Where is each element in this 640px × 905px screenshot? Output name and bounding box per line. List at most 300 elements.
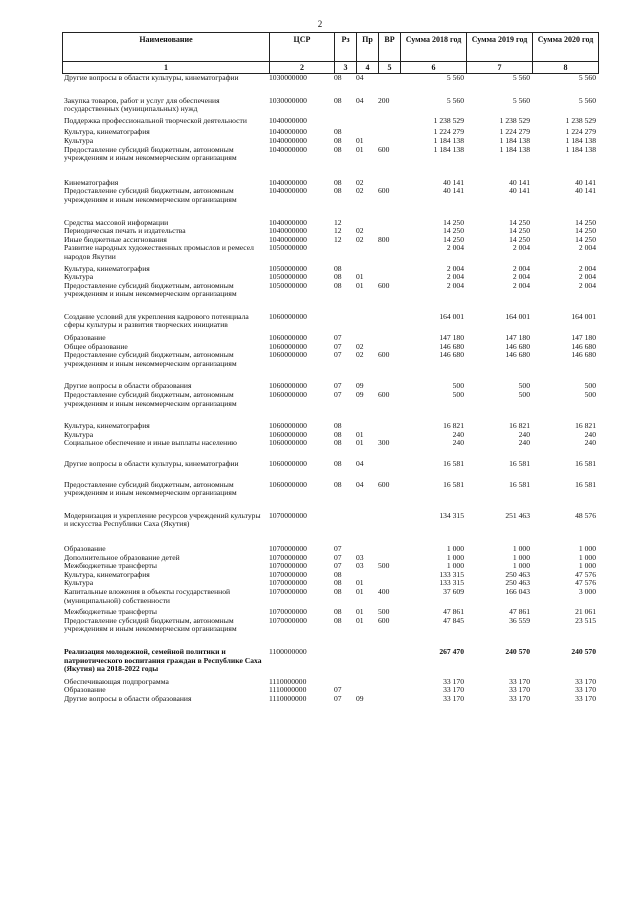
row-sum-2019: 16 821 bbox=[509, 421, 530, 431]
row-rz: 08 bbox=[334, 438, 342, 448]
row-sum-2018: 14 250 bbox=[443, 234, 464, 244]
row-sum-2020: 48 576 bbox=[575, 510, 596, 520]
row-vr: 600 bbox=[378, 479, 390, 489]
row-sum-2018: 2 004 bbox=[446, 280, 464, 290]
column-number: 3 bbox=[335, 62, 357, 74]
header-sum-2020: Сумма 2020 год bbox=[533, 33, 599, 62]
row-vr: 600 bbox=[378, 280, 390, 290]
row-csr: 1040000000 bbox=[269, 226, 307, 236]
row-vr: 600 bbox=[378, 350, 390, 360]
row-csr: 1070000000 bbox=[269, 569, 307, 579]
row-sum-2019: 47 861 bbox=[509, 607, 530, 617]
row-vr bbox=[378, 686, 400, 695]
table-row bbox=[62, 588, 598, 605]
row-rz: 08 bbox=[334, 479, 342, 489]
table-row bbox=[62, 97, 598, 114]
row-sum-2020: 5 560 bbox=[578, 95, 596, 105]
row-sum-2018: 33 170 bbox=[443, 685, 464, 695]
row-csr: 1040000000 bbox=[269, 127, 307, 137]
row-sum-2019: 1 000 bbox=[512, 552, 530, 562]
row-sum-2020: 1 224 279 bbox=[565, 127, 596, 137]
row-vr bbox=[378, 648, 400, 674]
row-rz: 08 bbox=[334, 280, 342, 290]
row-name: Капитальные вложения в объекты государственной (муниципальной) собственности bbox=[64, 586, 231, 605]
row-sum-2018: 33 170 bbox=[443, 693, 464, 703]
column-number: 6 bbox=[401, 62, 467, 74]
row-name: Культура bbox=[64, 135, 94, 145]
row-sum-2020: 16 821 bbox=[575, 421, 596, 431]
row-vr bbox=[378, 460, 400, 469]
row-spacer bbox=[62, 83, 598, 97]
row-csr: 1030000000 bbox=[269, 95, 307, 105]
row-name: Межбюджетные трансферты bbox=[64, 561, 157, 571]
table-row bbox=[62, 313, 598, 330]
row-pr: 01 bbox=[356, 607, 364, 617]
row-rz bbox=[334, 244, 356, 261]
row-sum-2020: 40 141 bbox=[575, 186, 596, 196]
row-sum-2018: 5 560 bbox=[446, 73, 464, 82]
row-rz: 08 bbox=[334, 73, 342, 82]
row-rz bbox=[334, 512, 356, 529]
row-vr bbox=[378, 244, 400, 261]
row-name: Другие вопросы в области культуры, кинематографии bbox=[64, 73, 239, 82]
row-sum-2018: 5 560 bbox=[446, 95, 464, 105]
table-row bbox=[62, 512, 598, 529]
row-pr bbox=[356, 244, 378, 261]
row-sum-2018: 16 581 bbox=[443, 459, 464, 468]
row-rz bbox=[334, 117, 356, 126]
row-pr: 01 bbox=[356, 438, 364, 448]
row-sum-2018: 40 141 bbox=[443, 186, 464, 196]
row-sum-2018: 1 184 138 bbox=[433, 135, 464, 145]
row-sum-2019: 164 001 bbox=[505, 311, 530, 321]
row-sum-2020: 40 141 bbox=[575, 177, 596, 187]
row-sum-2020: 33 170 bbox=[575, 676, 596, 686]
row-pr: 02 bbox=[356, 341, 364, 351]
row-sum-2018: 33 170 bbox=[443, 676, 464, 686]
row-sum-2019: 5 560 bbox=[512, 95, 530, 105]
row-pr: 09 bbox=[356, 693, 364, 703]
row-sum-2020: 1 000 bbox=[578, 561, 596, 571]
row-sum-2020: 23 515 bbox=[575, 615, 596, 625]
row-pr: 04 bbox=[356, 95, 364, 105]
row-sum-2019: 40 141 bbox=[509, 177, 530, 187]
row-sum-2020: 500 bbox=[584, 381, 596, 391]
row-spacer bbox=[62, 299, 598, 313]
row-sum-2018: 1 238 529 bbox=[433, 115, 464, 125]
row-vr bbox=[378, 678, 400, 687]
row-csr: 1100000000 bbox=[269, 646, 307, 656]
row-csr: 1060000000 bbox=[269, 311, 307, 321]
row-rz: 08 bbox=[334, 586, 342, 596]
table-row bbox=[62, 74, 598, 83]
row-sum-2020: 14 250 bbox=[575, 226, 596, 236]
row-sum-2018: 146 680 bbox=[439, 350, 464, 360]
row-rz: 08 bbox=[334, 144, 342, 154]
table-row bbox=[62, 460, 598, 469]
row-name: Средства массовой информации bbox=[64, 217, 169, 227]
row-rz bbox=[334, 648, 356, 674]
row-sum-2019: 250 463 bbox=[505, 578, 530, 588]
row-pr bbox=[356, 512, 378, 529]
row-name: Образование bbox=[64, 685, 106, 695]
table-row bbox=[62, 439, 598, 448]
row-spacer bbox=[62, 529, 598, 545]
row-rz: 08 bbox=[334, 459, 342, 468]
row-rz: 07 bbox=[334, 685, 342, 695]
row-name: Культура bbox=[64, 272, 94, 282]
row-rz: 08 bbox=[334, 578, 342, 588]
row-name: Кинематография bbox=[64, 177, 119, 187]
row-csr: 1060000000 bbox=[269, 390, 307, 400]
table-row bbox=[62, 695, 598, 704]
page-number: 2 bbox=[317, 19, 323, 29]
row-pr: 09 bbox=[356, 381, 364, 391]
row-vr bbox=[378, 571, 400, 580]
row-sum-2018: 2 004 bbox=[446, 272, 464, 282]
row-csr: 1040000000 bbox=[269, 177, 307, 187]
row-csr: 1070000000 bbox=[269, 578, 307, 588]
column-number: 7 bbox=[467, 62, 533, 74]
row-rz: 12 bbox=[334, 217, 342, 227]
row-rz: 08 bbox=[334, 421, 342, 431]
row-vr bbox=[378, 545, 400, 554]
row-sum-2020: 16 581 bbox=[575, 459, 596, 468]
row-csr: 1040000000 bbox=[269, 115, 307, 125]
row-csr: 1040000000 bbox=[269, 135, 307, 145]
row-sum-2019: 240 570 bbox=[505, 646, 530, 656]
row-rz: 08 bbox=[334, 177, 342, 187]
row-sum-2020: 2 004 bbox=[578, 243, 596, 253]
table-row bbox=[62, 187, 598, 204]
row-sum-2019: 251 463 bbox=[505, 510, 530, 520]
row-sum-2020: 164 001 bbox=[571, 311, 596, 321]
row-sum-2020: 146 680 bbox=[571, 350, 596, 360]
row-rz: 08 bbox=[334, 186, 342, 196]
row-csr: 1060000000 bbox=[269, 429, 307, 439]
column-number: 2 bbox=[270, 62, 335, 74]
row-sum-2019: 33 170 bbox=[509, 676, 530, 686]
row-sum-2020: 240 bbox=[584, 438, 596, 448]
row-sum-2019: 5 560 bbox=[512, 73, 530, 82]
table-row bbox=[62, 146, 598, 163]
row-pr: 02 bbox=[356, 177, 364, 187]
row-pr bbox=[356, 648, 378, 674]
row-sum-2020: 14 250 bbox=[575, 234, 596, 244]
row-sum-2019: 500 bbox=[518, 390, 530, 400]
row-csr: 1060000000 bbox=[269, 350, 307, 360]
table-header bbox=[62, 32, 599, 74]
row-rz: 08 bbox=[334, 272, 342, 282]
row-pr bbox=[356, 313, 378, 330]
row-sum-2018: 14 250 bbox=[443, 226, 464, 236]
row-sum-2018: 47 845 bbox=[443, 615, 464, 625]
row-sum-2018: 133 315 bbox=[439, 569, 464, 579]
row-sum-2019: 146 680 bbox=[505, 350, 530, 360]
row-pr: 03 bbox=[356, 552, 364, 562]
row-sum-2020: 2 004 bbox=[578, 263, 596, 273]
row-sum-2020: 1 238 529 bbox=[565, 115, 596, 125]
row-csr: 1110000000 bbox=[269, 685, 307, 695]
row-sum-2020: 500 bbox=[584, 390, 596, 400]
row-sum-2018: 16 821 bbox=[443, 421, 464, 431]
row-name: Культура, кинематография bbox=[64, 421, 150, 431]
header-vr: ВР bbox=[379, 33, 401, 62]
row-sum-2020: 1 000 bbox=[578, 543, 596, 553]
row-pr: 09 bbox=[356, 390, 364, 400]
row-name: Другие вопросы в области образования bbox=[64, 693, 192, 703]
row-sum-2018: 1 000 bbox=[446, 543, 464, 553]
row-spacer bbox=[62, 163, 598, 179]
row-name: Социальное обеспечение и иные выплаты населению bbox=[64, 438, 237, 448]
row-vr bbox=[378, 128, 400, 137]
row-sum-2019: 14 250 bbox=[509, 234, 530, 244]
table-body bbox=[62, 74, 598, 703]
row-vr bbox=[378, 334, 400, 343]
row-sum-2018: 37 609 bbox=[443, 586, 464, 596]
row-sum-2020: 240 570 bbox=[571, 646, 596, 656]
row-sum-2018: 146 680 bbox=[439, 341, 464, 351]
row-rz: 07 bbox=[334, 381, 342, 391]
row-rz: 07 bbox=[334, 333, 342, 343]
row-sum-2020: 240 bbox=[584, 429, 596, 439]
row-csr: 1040000000 bbox=[269, 144, 307, 154]
row-name: Предоставление субсидий бюджетным, автономным учреждениям и иным некоммерческим организациям bbox=[64, 280, 237, 299]
row-sum-2018: 1 224 279 bbox=[433, 127, 464, 137]
row-vr: 600 bbox=[378, 144, 390, 154]
row-name: Модернизация и укрепление ресурсов учреждений культуры и искусства Республики Саха (Якутия) bbox=[64, 510, 261, 529]
row-sum-2020: 5 560 bbox=[578, 73, 596, 82]
row-csr: 1040000000 bbox=[269, 186, 307, 196]
row-rz: 08 bbox=[334, 135, 342, 145]
row-pr: 04 bbox=[356, 73, 364, 82]
row-sum-2019: 250 463 bbox=[505, 569, 530, 579]
row-sum-2018: 240 bbox=[452, 438, 464, 448]
row-csr: 1070000000 bbox=[269, 561, 307, 571]
row-csr: 1060000000 bbox=[269, 341, 307, 351]
row-spacer bbox=[62, 368, 598, 382]
row-pr: 02 bbox=[356, 350, 364, 360]
row-name: Реализация молодежной, семейной политики и патриотического воспитания граждан в Республике Саха (Якутия) на 2018-2022 годы bbox=[64, 646, 262, 674]
row-name: Другие вопросы в области образования bbox=[64, 381, 192, 391]
row-sum-2020: 147 180 bbox=[571, 333, 596, 343]
row-name: Предоставление субсидий бюджетным, автономным учреждениям и иным некоммерческим организациям bbox=[64, 615, 237, 634]
row-sum-2019: 36 559 bbox=[509, 615, 530, 625]
row-rz: 08 bbox=[334, 263, 342, 273]
row-name: Предоставление субсидий бюджетным, автономным учреждениям и иным некоммерческим организациям bbox=[64, 144, 237, 163]
header-csr: ЦСР bbox=[270, 33, 335, 62]
row-name: Общее образование bbox=[64, 341, 128, 351]
row-vr bbox=[378, 265, 400, 274]
row-spacer bbox=[62, 205, 598, 219]
row-name: Периодическая печать и издательства bbox=[64, 226, 186, 236]
row-vr: 300 bbox=[378, 438, 390, 448]
table-row bbox=[62, 391, 598, 408]
row-sum-2019: 16 581 bbox=[509, 479, 530, 489]
row-vr: 500 bbox=[378, 561, 390, 571]
row-pr: 01 bbox=[356, 615, 364, 625]
row-csr: 1030000000 bbox=[269, 73, 307, 82]
row-name: Культура bbox=[64, 578, 94, 588]
row-pr: 01 bbox=[356, 586, 364, 596]
table-row bbox=[62, 422, 598, 431]
row-sum-2018: 240 bbox=[452, 429, 464, 439]
row-rz: 07 bbox=[334, 552, 342, 562]
row-vr: 400 bbox=[378, 586, 390, 596]
row-sum-2020: 1 000 bbox=[578, 552, 596, 562]
row-name: Предоставление субсидий бюджетным, автономным учреждениям и иным некоммерческим организациям bbox=[64, 186, 237, 204]
table-row bbox=[62, 282, 598, 299]
row-csr: 1060000000 bbox=[269, 479, 307, 489]
row-sum-2019: 14 250 bbox=[509, 217, 530, 227]
row-sum-2018: 1 184 138 bbox=[433, 144, 464, 154]
row-name: Культура, кинематография bbox=[64, 263, 150, 273]
header-sum-2019: Сумма 2019 год bbox=[467, 33, 533, 62]
row-spacer bbox=[62, 634, 598, 648]
row-rz: 08 bbox=[334, 429, 342, 439]
row-pr bbox=[356, 678, 378, 687]
row-sum-2020: 2 004 bbox=[578, 272, 596, 282]
header-sum-2018: Сумма 2018 год bbox=[401, 33, 467, 62]
row-sum-2018: 500 bbox=[452, 390, 464, 400]
row-rz: 07 bbox=[334, 693, 342, 703]
row-rz: 08 bbox=[334, 569, 342, 579]
row-name: Культура, кинематография bbox=[64, 569, 150, 579]
table-row bbox=[62, 617, 598, 634]
row-name: Развитие народных художественных промыслов и ремесел народов Якутии bbox=[64, 243, 254, 261]
row-pr: 02 bbox=[356, 186, 364, 196]
row-sum-2020: 16 581 bbox=[575, 479, 596, 489]
row-pr: 01 bbox=[356, 429, 364, 439]
header-rz: Рз bbox=[335, 33, 357, 62]
column-number: 4 bbox=[357, 62, 379, 74]
row-vr: 800 bbox=[378, 234, 390, 244]
row-vr bbox=[378, 219, 400, 228]
row-sum-2018: 40 141 bbox=[443, 177, 464, 187]
row-csr: 1070000000 bbox=[269, 607, 307, 617]
row-sum-2019: 1 000 bbox=[512, 543, 530, 553]
row-vr bbox=[378, 695, 400, 704]
row-rz: 08 bbox=[334, 615, 342, 625]
row-sum-2019: 166 043 bbox=[505, 586, 530, 596]
row-sum-2018: 2 004 bbox=[446, 243, 464, 253]
row-pr: 01 bbox=[356, 272, 364, 282]
table-row bbox=[62, 481, 598, 498]
row-pr: 02 bbox=[356, 226, 364, 236]
header-name: Наименование bbox=[63, 33, 270, 62]
row-sum-2019: 240 bbox=[518, 438, 530, 448]
row-name: Другие вопросы в области культуры, кинематографии bbox=[64, 459, 239, 468]
row-rz: 07 bbox=[334, 350, 342, 360]
row-sum-2018: 134 315 bbox=[439, 510, 464, 520]
row-name: Поддержка профессиональной творческой деятельности bbox=[64, 115, 247, 125]
row-vr: 600 bbox=[378, 186, 390, 196]
row-sum-2018: 147 180 bbox=[439, 333, 464, 343]
column-number: 5 bbox=[379, 62, 401, 74]
table-row bbox=[62, 117, 598, 126]
row-sum-2019: 1 238 529 bbox=[499, 115, 530, 125]
row-sum-2018: 47 861 bbox=[443, 607, 464, 617]
row-sum-2020: 1 184 138 bbox=[565, 144, 596, 154]
row-sum-2020: 1 184 138 bbox=[565, 135, 596, 145]
row-csr: 1070000000 bbox=[269, 543, 307, 553]
row-sum-2020: 3 000 bbox=[578, 586, 596, 596]
row-csr: 1070000000 bbox=[269, 586, 307, 596]
row-rz bbox=[334, 313, 356, 330]
row-rz: 07 bbox=[334, 341, 342, 351]
row-csr: 1070000000 bbox=[269, 615, 307, 625]
row-rz: 08 bbox=[334, 127, 342, 137]
row-name: Создание условий для укрепления кадрового потенциала сферы культуры и развития творческих инициатив bbox=[64, 311, 249, 330]
row-sum-2019: 1 184 138 bbox=[499, 135, 530, 145]
row-vr: 600 bbox=[378, 615, 390, 625]
row-csr: 1060000000 bbox=[269, 459, 307, 468]
row-pr: 01 bbox=[356, 280, 364, 290]
row-sum-2019: 146 680 bbox=[505, 341, 530, 351]
row-csr: 1070000000 bbox=[269, 552, 307, 562]
row-sum-2018: 16 581 bbox=[443, 479, 464, 489]
row-name: Культура, кинематография bbox=[64, 127, 150, 137]
row-csr: 1060000000 bbox=[269, 438, 307, 448]
row-vr bbox=[378, 313, 400, 330]
row-sum-2018: 14 250 bbox=[443, 217, 464, 227]
row-spacer bbox=[62, 408, 598, 422]
row-pr bbox=[356, 117, 378, 126]
row-csr: 1060000000 bbox=[269, 333, 307, 343]
row-csr: 1050000000 bbox=[269, 280, 307, 290]
budget-table bbox=[62, 32, 598, 703]
row-sum-2019: 33 170 bbox=[509, 693, 530, 703]
row-csr: 1050000000 bbox=[269, 263, 307, 273]
table-row bbox=[62, 244, 598, 261]
row-rz: 12 bbox=[334, 234, 342, 244]
row-spacer bbox=[62, 469, 598, 481]
row-csr: 1050000000 bbox=[269, 243, 307, 253]
column-number: 1 bbox=[63, 62, 270, 74]
row-name: Культура bbox=[64, 429, 94, 439]
row-sum-2018: 164 001 bbox=[439, 311, 464, 321]
row-vr bbox=[378, 117, 400, 126]
row-sum-2019: 2 004 bbox=[512, 272, 530, 282]
row-vr bbox=[378, 422, 400, 431]
row-vr: 500 bbox=[378, 607, 390, 617]
column-number: 8 bbox=[533, 62, 599, 74]
row-sum-2019: 1 000 bbox=[512, 561, 530, 571]
row-pr: 01 bbox=[356, 135, 364, 145]
row-rz: 12 bbox=[334, 226, 342, 236]
row-name: Образование bbox=[64, 543, 106, 553]
table-row bbox=[62, 351, 598, 368]
row-sum-2019: 16 581 bbox=[509, 459, 530, 468]
row-sum-2018: 1 000 bbox=[446, 561, 464, 571]
row-name: Предоставление субсидий бюджетным, автономным учреждениям и иным некоммерческим организациям bbox=[64, 350, 237, 368]
row-pr: 04 bbox=[356, 479, 364, 489]
row-name: Предоставление субсидий бюджетным, автономным учреждениям и иным некоммерческим организациям bbox=[64, 390, 237, 408]
header-pr: Пр bbox=[357, 33, 379, 62]
row-pr: 01 bbox=[356, 144, 364, 154]
row-csr: 1110000000 bbox=[269, 693, 307, 703]
row-sum-2020: 47 576 bbox=[575, 578, 596, 588]
row-sum-2020: 47 576 bbox=[575, 569, 596, 579]
row-sum-2020: 33 170 bbox=[575, 685, 596, 695]
row-sum-2019: 1 224 279 bbox=[499, 127, 530, 137]
row-name: Образование bbox=[64, 333, 106, 343]
row-sum-2018: 500 bbox=[452, 381, 464, 391]
row-sum-2020: 33 170 bbox=[575, 693, 596, 703]
row-name: Межбюджетные трансферты bbox=[64, 607, 157, 617]
row-name: Предоставление субсидий бюджетным, автономным учреждениям и иным некоммерческим организациям bbox=[64, 479, 237, 498]
row-rz: 07 bbox=[334, 390, 342, 400]
